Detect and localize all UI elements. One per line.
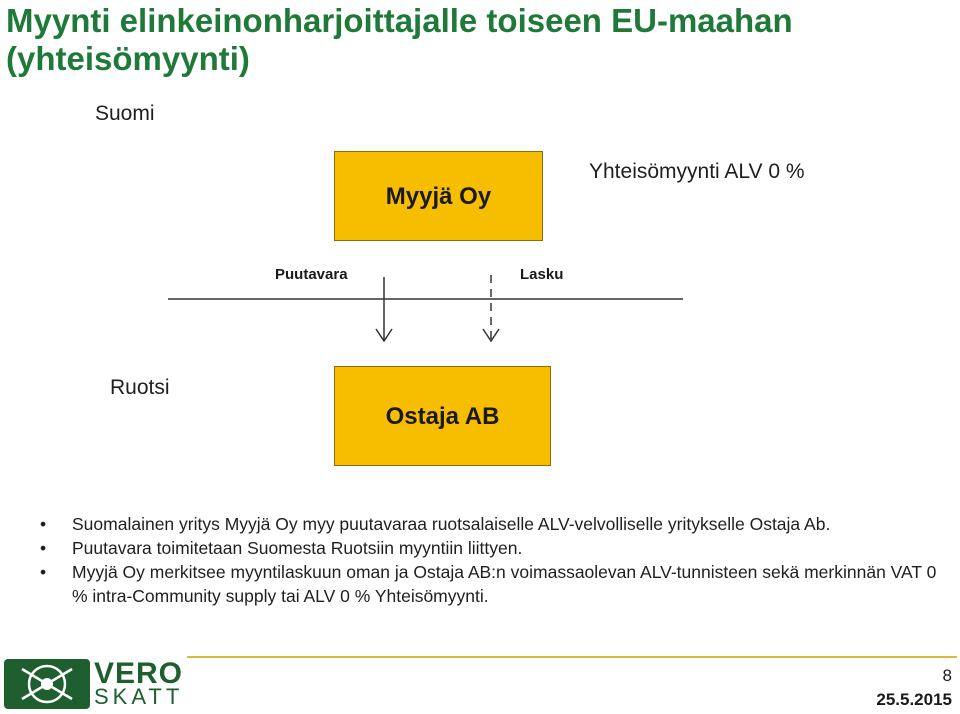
seller-box-label: Myyjä Oy xyxy=(385,183,492,210)
bullet-item: • Myyjä Oy merkitsee myyntilaskuun oman ja Ostaja AB:n voimassaolevan ALV-tunnisteen sekä merkinnän VAT 0 % intra-Community supply tai ALV 0 % Yhteisömyynti. xyxy=(40,560,940,608)
logo-skatt-text: SKATT xyxy=(94,684,184,709)
buyer-box xyxy=(334,366,551,466)
logo-vero-text: VERO xyxy=(94,657,184,690)
slide-title-line1: Myynti elinkeinonharjoittajalle toiseen EU-maahan xyxy=(6,2,793,39)
bullet-list xyxy=(40,512,940,608)
slide-date: 25.5.2015 xyxy=(876,690,952,709)
country-label-bottom: Ruotsi xyxy=(110,376,170,399)
slide-title-line2: (yhteisömyynti) xyxy=(6,40,250,77)
vero-skatt-logo xyxy=(4,657,184,709)
invoice-arrow xyxy=(483,275,499,341)
bullet-item: • Suomalainen yritys Myyjä Oy myy puutavaraa ruotsalaiselle ALV-velvolliselle yritykselle Ostaja Ab. xyxy=(40,512,940,536)
buyer-box-label: Ostaja AB xyxy=(385,403,500,430)
invoice-label: Lasku xyxy=(520,266,564,283)
goods-label: Puutavara xyxy=(275,266,348,283)
country-label-top: Suomi xyxy=(95,102,155,125)
bullet-item: • Puutavara toimitetaan Suomesta Ruotsiin myyntiin liittyen. xyxy=(40,536,940,560)
logo-emblem-icon xyxy=(4,659,90,709)
goods-arrow xyxy=(376,277,392,341)
page-number: 8 xyxy=(942,666,952,685)
footer-divider xyxy=(187,656,957,658)
sale-label: Yhteisömyynti ALV 0 % xyxy=(589,160,805,183)
